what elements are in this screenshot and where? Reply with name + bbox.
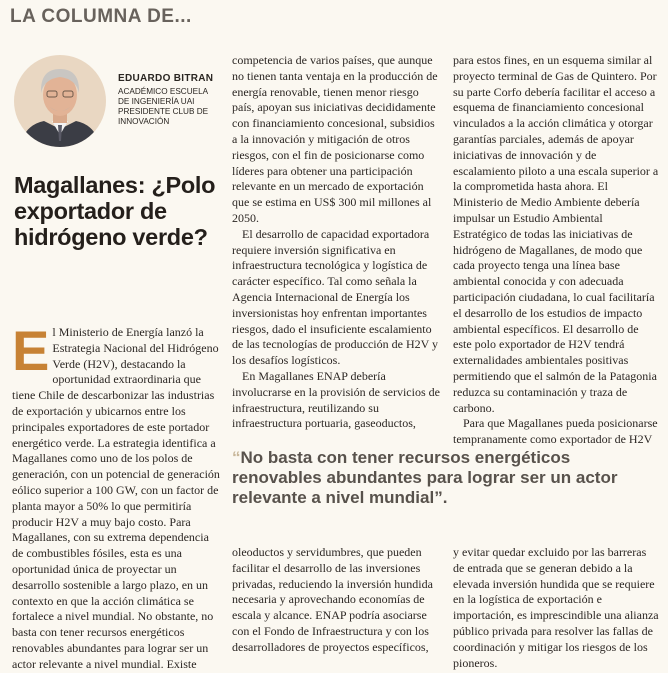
quote-close-mark: ”. [434,488,448,507]
quote-text: No basta con tener recursos energéticos renovables abundantes para lograr ser un actor relevante a nivel mundial [232,448,618,507]
body-column-1 [12,319,222,673]
author-name: EDUARDO BITRAN [118,73,214,84]
author-role-line: PRESIDENTE CLUB DE [118,107,209,116]
body-paragraph: competencia de varios países, que aunque no tienen tanta ventaja en la producción de energía renovable, tienen menor riesgo país, apoyan sus iniciativas decididamente con financiamiento concesional, subsidios a la innovación y mitigación de otros riesgos, con el fin de posicionarse como líderes para obtener una participación relevante en un mercado de exportación que se estima en US$ 300 mil millones al 2050. [232,53,438,225]
article-headline [14,172,229,250]
author-block [118,73,230,127]
pull-quote [232,448,652,508]
author-role-line: ACADÉMICO ESCUELA [118,87,209,96]
author-role-line: INNOVACIÓN [118,117,170,126]
body-paragraph: Para que Magallanes pueda posicionarse tempranamente como exportador de H2V [453,416,658,447]
body-paragraph: oleoductos y servidumbres, que pueden facilitar el desarrollo de las inversiones privadas, reduciendo la inversión hundida necesaria y aprovechando economías de escala y alcance. ENAP podría asociarse con el Fondo de Infraestructura y con los desarrolladores de proyectos específicos, [232,545,433,654]
headline-line: Magallanes: ¿Polo [14,172,216,198]
body-paragraph: En Magallanes ENAP debería involucrarse en la provisión de servicios de infraestructura, reutilizando su infraestructura portuaria, gaseoductos, [232,368,440,431]
author-portrait-icon [14,55,106,147]
section-title: LA COLUMNA DE... [10,6,192,27]
paragraph-text: l Ministerio de Energía lanzó la Estrategia Nacional del Hidrógeno Verde (H2V), destacando la oportunidad extraordinaria que tiene Chile de descarbonizar las industrias de exportación y ubicarnos entre los principales exportadores de este portador energético verde. La estrategia identifica a Magallanes como uno de los polos de generación, con un potencial de generación eólico superior a 100 GW, con un factor de planta mayor a 50% lo que permitiría producir H2V a muy bajo costo. Para Magallanes, con su extrema dependencia de combustibles fósiles, esta es una oportunidad única de proyectar un desarrollo sostenible a largo plazo, en un contexto en que la acción climática se fortalece a nivel mundial. No obstante, no basta con tener recursos energéticos renovables abundantes para lograr ser un actor relevante a nivel mundial. Existe [12,325,220,671]
body-column-2-lower [232,545,442,656]
quote-open-mark: “ [232,448,241,467]
headline-line: hidrógeno verde? [14,224,208,250]
headline-line: exportador de [14,198,167,224]
body-paragraph: para estos fines, en un esquema similar al proyecto terminal de Gas de Quintero. Por su parte Corfo debería facilitar el acceso a esquema de financiamiento concesional vinculados a la acción climática y otorgar garantías parciales, además de apoyar iniciativas de innovación y de escalamiento piloto a una escala superior a la comprometida hasta ahora. El Ministerio de Medio Ambiente debería impulsar un Estudio Ambiental Estratégico de todas las iniciativas de hidrógeno de Magallanes, de modo que cada proyecto tenga una línea base ambiental conocida y con adecuada participación ciudadana, lo cual facilitaría el desarrollo de los estudios de impacto ambiental específicos. El desarrollo de este polo exportador de H2V tendrá externalidades ambientales positivas permitiendo que el salmón de la Patagonia reduzca su contaminación y traza de carbono. [453,53,659,415]
body-paragraph: El desarrollo de capacidad exportadora requiere inversión significativa en infraestructura tecnológica y logística de carácter específico. Tal como señala la Agencia Internacional de Energía los inversionistas hoy enfrentan importantes riesgos, dado el insuficiente escalamiento de las tecnologías de producción de H2V y los desafíos logísticos. [232,226,439,368]
body-column-3-lower [453,545,659,671]
body-paragraph [12,319,222,673]
body-column-3 [453,53,659,448]
author-role-line: DE INGENIERÍA UAI [118,97,195,106]
body-column-2 [232,53,442,432]
drop-cap: E [12,319,50,382]
author-role [118,87,230,127]
body-paragraph: y evitar quedar excluido por las barreras de entrada que se generan debido a la elevada inversión hundida que se requiere en la logística de exportación e importación, es imprescindible una alianza público privada para resolver las fallas de coordinación y mitigar los riesgos de los pioneros. [453,545,659,670]
